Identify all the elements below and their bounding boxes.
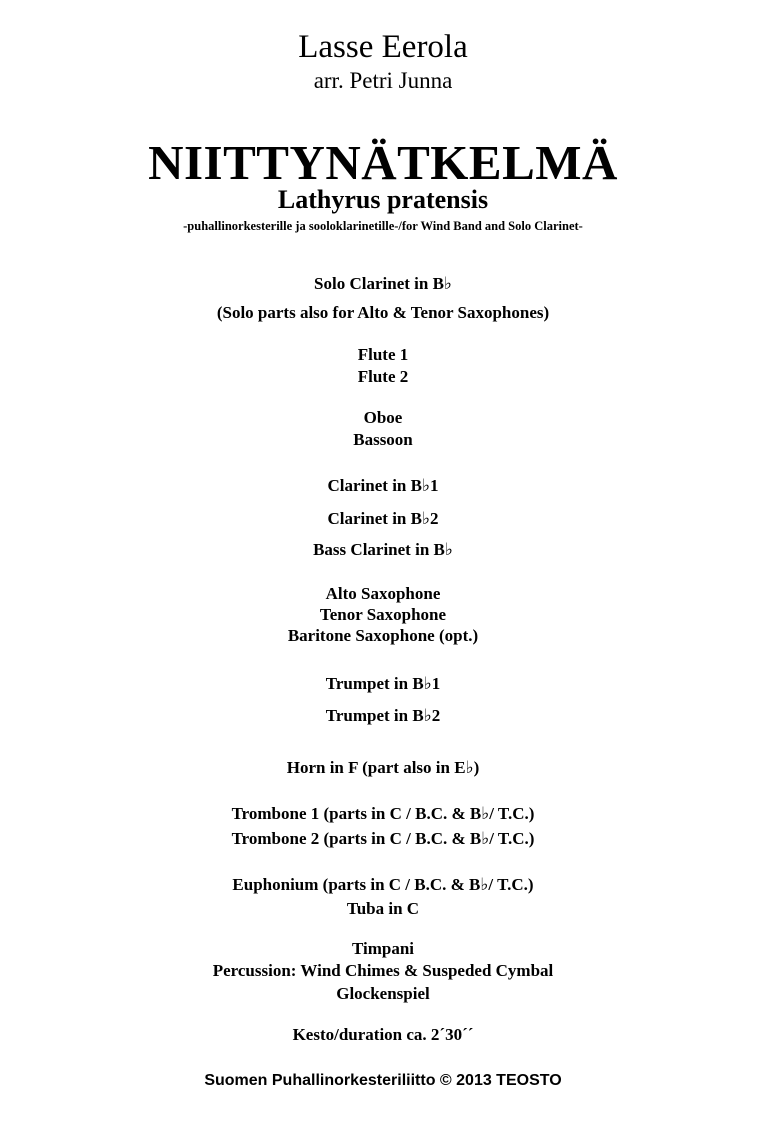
instrument-trombone-1: Trombone 1 (parts in C / B.C. & B♭/ T.C.) bbox=[231, 804, 535, 823]
arranger-name: arr. Petri Junna bbox=[313, 68, 453, 93]
instrument-bass-clarinet: Bass Clarinet in B♭ bbox=[313, 540, 453, 559]
instrument-timpani: Timpani bbox=[351, 939, 415, 958]
instrument-flute-2: Flute 2 bbox=[357, 367, 409, 386]
duration-line: Kesto/duration ca. 2´30´´ bbox=[292, 1025, 474, 1044]
instrument-bassoon: Bassoon bbox=[353, 430, 413, 449]
instrument-tuba: Tuba in C bbox=[346, 899, 420, 918]
instrument-percussion: Percussion: Wind Chimes & Suspeded Cymbal bbox=[212, 961, 554, 980]
instrument-euphonium: Euphonium (parts in C / B.C. & B♭/ T.C.) bbox=[232, 875, 534, 894]
instrument-flute-1: Flute 1 bbox=[357, 345, 409, 364]
publisher-footer: Suomen Puhallinorkesteriliitto © 2013 TEOSTO bbox=[204, 1072, 562, 1089]
piece-subtitle: Lathyrus pratensis bbox=[277, 185, 489, 214]
dedication-line: -puhallinorkesterille ja sooloklarinetille-/for Wind Band and Solo Clarinet- bbox=[183, 219, 583, 233]
solo-parts-note: (Solo parts also for Alto & Tenor Saxophones) bbox=[216, 303, 550, 322]
composer-name: Lasse Eerola bbox=[298, 29, 468, 65]
instrument-glockenspiel: Glockenspiel bbox=[336, 984, 430, 1003]
instrument-clarinet-1: Clarinet in B♭1 bbox=[327, 476, 439, 495]
piece-title: NIITTYNÄTKELMÄ bbox=[148, 135, 618, 190]
instrument-baritone-saxophone: Baritone Saxophone (opt.) bbox=[287, 626, 479, 645]
instrument-alto-saxophone: Alto Saxophone bbox=[325, 584, 441, 603]
instrument-trumpet-2: Trumpet in B♭2 bbox=[325, 706, 441, 725]
instrument-clarinet-2: Clarinet in B♭2 bbox=[327, 509, 439, 528]
instrument-oboe: Oboe bbox=[363, 408, 403, 427]
instrument-tenor-saxophone: Tenor Saxophone bbox=[319, 605, 447, 624]
instrument-horn: Horn in F (part also in E♭) bbox=[286, 758, 480, 777]
instrument-solo-clarinet: Solo Clarinet in B♭ bbox=[314, 274, 452, 293]
instrument-trombone-2: Trombone 2 (parts in C / B.C. & B♭/ T.C.) bbox=[231, 829, 535, 848]
instrument-trumpet-1: Trumpet in B♭1 bbox=[325, 674, 441, 693]
